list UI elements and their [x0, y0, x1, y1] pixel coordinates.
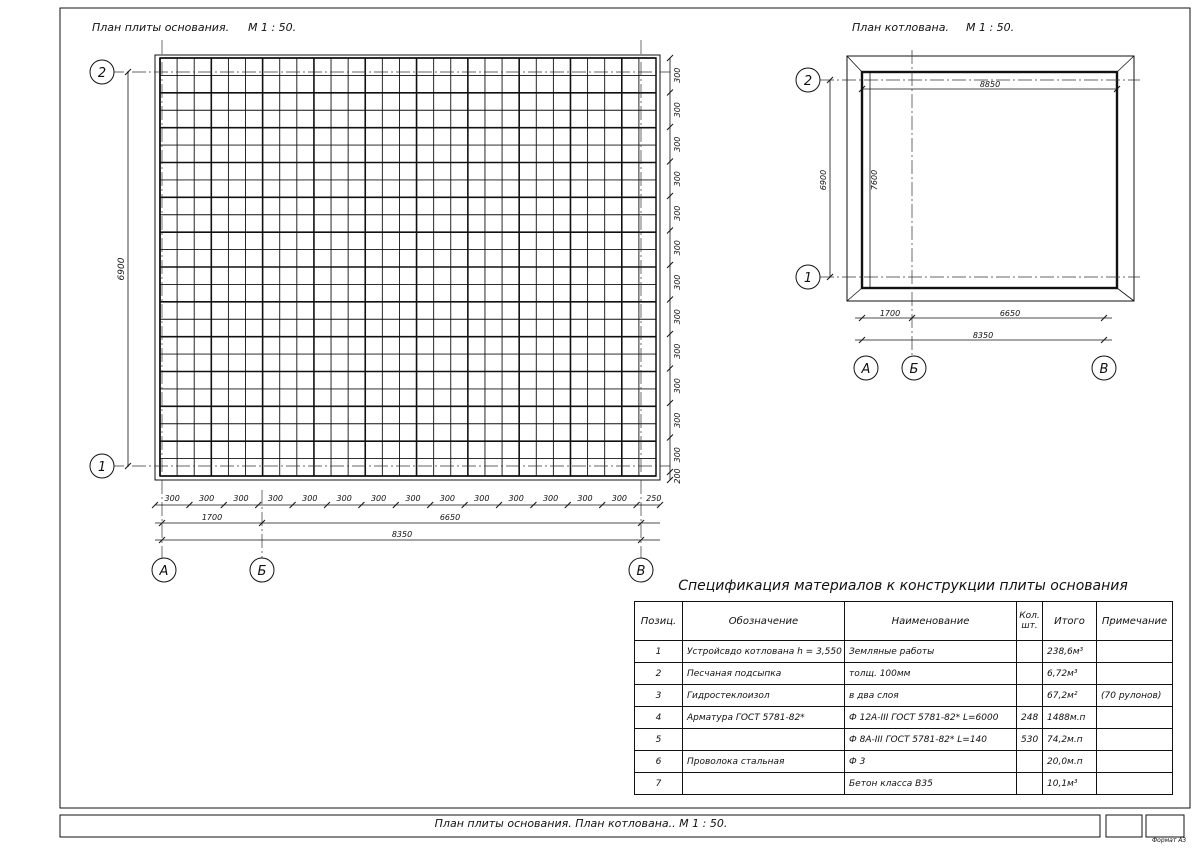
- pit-axis-dim-a-b: 1700: [879, 309, 901, 318]
- bottom-dim-text: 300: [370, 494, 387, 503]
- axis-bubble-2-label: 2: [97, 66, 107, 81]
- cell-name: Ф 8А-III ГОСТ 5781-82* L=140: [845, 729, 1017, 751]
- table-row: [635, 773, 1173, 795]
- cell-designation: [683, 729, 845, 751]
- title-cell-1: [1106, 815, 1142, 837]
- pit-slope-line: [847, 56, 862, 72]
- bottom-dim-text: 300: [198, 494, 215, 503]
- cell-name: в два слоя: [845, 685, 1017, 707]
- cell-pos: 4: [635, 707, 683, 729]
- cell-pos: 1: [635, 641, 683, 663]
- right-dim-text: 300: [673, 67, 682, 83]
- table-row: [635, 729, 1173, 751]
- pit-left-dim-text: 6900: [819, 169, 828, 191]
- plan-pit-scale: М 1 : 50.: [966, 21, 1015, 34]
- axis-bubble-v-label: В: [636, 564, 646, 579]
- right-dim-text: 300: [673, 412, 682, 428]
- spec-header-row: [635, 602, 1173, 641]
- right-dim-text: 300: [673, 309, 682, 325]
- header-note: Примечание: [1097, 602, 1173, 641]
- total-dim-text: 8350: [391, 530, 413, 539]
- pit-inner-dim-text: 7600: [870, 169, 879, 191]
- table-row: [635, 641, 1173, 663]
- cell-note: [1097, 751, 1173, 773]
- title-cell-2: [1146, 815, 1184, 837]
- cell-qty: 530: [1017, 729, 1043, 751]
- right-dim-text: 300: [673, 136, 682, 152]
- cell-total: 238,6м³: [1043, 641, 1097, 663]
- pit-slope-line: [1117, 56, 1134, 72]
- header-name: Наименование: [845, 602, 1017, 641]
- pit-plan: [796, 50, 1140, 380]
- format-label: Формат А3: [1152, 837, 1187, 844]
- cell-name: толщ. 100мм: [845, 663, 1017, 685]
- cell-pos: 2: [635, 663, 683, 685]
- bottom-dim-text: 300: [336, 494, 352, 503]
- left-dim-text: 6900: [117, 257, 127, 281]
- bottom-dim-text: 300: [439, 494, 456, 503]
- header-qty: Кол. шт.: [1017, 602, 1043, 641]
- bottom-dim-text: 300: [611, 494, 628, 503]
- spec-caption: Спецификация материалов к конструкции плиты основания: [678, 578, 1128, 594]
- cell-pos: 6: [635, 751, 683, 773]
- cell-qty: [1017, 751, 1043, 773]
- cell-designation: Арматура ГОСТ 5781-82*: [683, 707, 845, 729]
- cell-qty: [1017, 685, 1043, 707]
- bottom-dim-text: 300: [577, 494, 593, 503]
- cell-note: [1097, 773, 1173, 795]
- spec-body: [635, 641, 1173, 795]
- pit-slope-line: [847, 288, 862, 301]
- cell-qty: [1017, 641, 1043, 663]
- cell-total: 74,2м.п: [1043, 729, 1097, 751]
- cell-designation: Гидростеклоизол: [683, 685, 845, 707]
- cell-note: (70 рулонов): [1097, 685, 1173, 707]
- pit-axis-bubble-1-label: 1: [803, 271, 813, 286]
- axis-bubble-a-label: А: [159, 564, 169, 579]
- cell-note: [1097, 663, 1173, 685]
- cell-note: [1097, 641, 1173, 663]
- table-row: [635, 663, 1173, 685]
- right-dim-text: 300: [673, 447, 682, 463]
- right-dim-text: 300: [673, 205, 682, 221]
- cell-total: 67,2м²: [1043, 685, 1097, 707]
- bottom-dim-text: 300: [542, 494, 559, 503]
- plan-slab-title: План плиты основания.: [92, 21, 230, 34]
- pit-top-dim-text: 8850: [979, 80, 1001, 89]
- cell-total: 20,0м.п: [1043, 751, 1097, 773]
- pit-axis-bubble-v-label: В: [1099, 362, 1109, 377]
- cell-designation: Устройсвдо котлована h = 3,550: [683, 641, 845, 663]
- right-dim-text: 300: [673, 378, 682, 394]
- cell-total: 6,72м³: [1043, 663, 1097, 685]
- plan-slab-scale: М 1 : 50.: [248, 21, 297, 34]
- right-dim-text: 300: [673, 274, 682, 290]
- title-block-text: План плиты основания. План котлована.. М 1 : 50.: [434, 817, 728, 830]
- cell-total: 1488м.п: [1043, 707, 1097, 729]
- axis-bubble-1-label: 1: [97, 460, 107, 475]
- pit-axis-dim-b-v: 6650: [999, 309, 1021, 318]
- bottom-dim-text: 300: [267, 494, 284, 503]
- right-dim-text: 300: [673, 171, 682, 187]
- cell-qty: [1017, 663, 1043, 685]
- cell-designation: Проволока стальная: [683, 751, 845, 773]
- header-designation: Обозначение: [683, 602, 845, 641]
- right-dim-text: 300: [673, 102, 682, 118]
- cell-name: Ф 3: [845, 751, 1017, 773]
- cell-designation: Песчаная подсыпка: [683, 663, 845, 685]
- spec-table: [634, 601, 1173, 795]
- cell-name: Бетон класса B35: [845, 773, 1017, 795]
- cell-name: Земляные работы: [845, 641, 1017, 663]
- cell-designation: [683, 773, 845, 795]
- cell-qty: 248: [1017, 707, 1043, 729]
- bottom-dim-text: 300: [474, 494, 490, 503]
- cell-pos: 5: [635, 729, 683, 751]
- bottom-dim-text: 250: [646, 494, 662, 503]
- axis-bubble-b-label: Б: [257, 564, 267, 579]
- table-row: [635, 707, 1173, 729]
- cell-qty: [1017, 773, 1043, 795]
- bottom-dim-text: 300: [508, 494, 524, 503]
- cell-total: 10,1м³: [1043, 773, 1097, 795]
- pit-axis-bubble-b-label: Б: [909, 362, 919, 377]
- pit-total-dim-text: 8350: [972, 331, 994, 340]
- cell-pos: 7: [635, 773, 683, 795]
- axis-dim-b-v: 6650: [439, 513, 461, 522]
- pit-slope-line: [1117, 288, 1134, 301]
- header-total: Итого: [1043, 602, 1097, 641]
- right-dim-text: 200: [673, 468, 682, 484]
- table-row: [635, 685, 1173, 707]
- cell-note: [1097, 729, 1173, 751]
- table-row: [635, 751, 1173, 773]
- bottom-dim-text: 300: [164, 494, 180, 503]
- pit-outer-edge: [847, 56, 1134, 301]
- cell-name: Ф 12А-III ГОСТ 5781-82* L=6000: [845, 707, 1017, 729]
- bottom-dim-text: 300: [405, 494, 421, 503]
- bottom-dim-text: 300: [302, 494, 318, 503]
- cell-pos: 3: [635, 685, 683, 707]
- cell-note: [1097, 707, 1173, 729]
- pit-bottom-edge: [862, 72, 1117, 288]
- slab-plan: [90, 40, 682, 582]
- bottom-dim-text: 300: [233, 494, 249, 503]
- right-dim-text: 300: [673, 343, 682, 359]
- right-dim-text: 300: [673, 240, 682, 256]
- pit-axis-bubble-2-label: 2: [803, 74, 813, 89]
- plan-pit-title: План котлована.: [852, 21, 949, 34]
- pit-axis-bubble-a-label: А: [861, 362, 871, 377]
- axis-dim-a-b: 1700: [201, 513, 223, 522]
- header-pos: Позиц.: [635, 602, 683, 641]
